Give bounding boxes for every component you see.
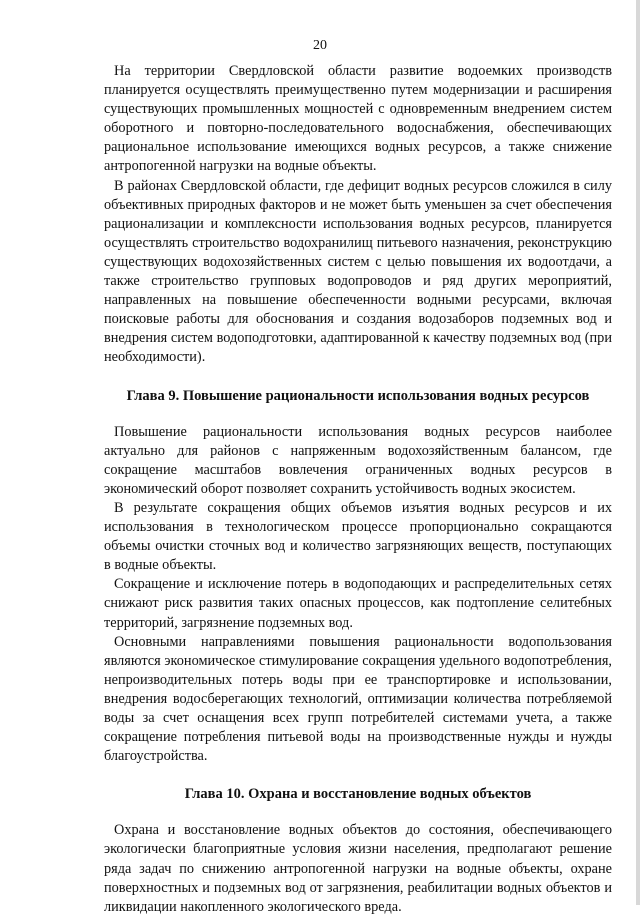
paragraph: Повышение рациональности использования водных ресурсов наиболее актуально для районов с напряженным водохозяйственным балансом, где сокращение масштабов вовлечения ограниченных водных ресурсов в экономический оборот позволяет сохранить устойчивость водных экосистем.	[104, 423, 612, 497]
paragraph: Охрана и восстановление водных объектов до состояния, обеспечивающего экологически благоприятные условия жизни населения, предполагают решение ряда задач по снижению антропогенной нагрузки на водные объекты, охране поверхностных и подземных вод от загрязнения, реабилитации водных объектов и ликвидации накопленного экологического вреда.	[104, 822, 612, 915]
spacer	[104, 766, 612, 785]
spacer	[104, 804, 612, 821]
paragraph: На территории Свердловской области развитие водоемких производств планируется осуществлять преимущественно путем модернизации и расширения существующих промышленных мощностей с одновременным внедрением систем оборотного и повторно-последовательного водоснабжения, обеспечивающих рациональное использование имеющихся водных ресурсов, а также снижение антропогенной нагрузки на водные объекты.	[104, 63, 612, 175]
scan-edge	[636, 0, 640, 905]
chapter-heading: Глава 9. Повышение рациональности использования водных ресурсов	[126, 387, 590, 404]
chapter-heading: Глава 10. Охрана и восстановление водных объектов	[184, 786, 532, 803]
document-body	[104, 62, 612, 917]
paragraph: В результате сокращения общих объемов изъятия водных ресурсов и их использования в технологическом процессе пропорционально сокращаются объемы очистки сточных вод и количество загрязняющих веществ, поступающих в водные объекты.	[104, 499, 612, 574]
page-number: 20	[313, 38, 327, 53]
paragraph: Основными направлениями повышения рациональности водопользования являются экономическое стимулирование сокращения удельного водопотребления, непроизводительных потерь воды при ее транспортировке и использовании, внедрения водосберегающих технологий, оптимизации количества потребляемой воды за счет оснащения всех групп потребителей системами учета, а также сокращение потребления питьевой воды на производственные нужды и нужды благоустройства.	[104, 633, 612, 765]
paragraph: Сокращение и исключение потерь в водоподающих и распределительных сетях снижают риск развития таких опасных процессов, как подтопление селитебных территорий, загрязнение подземных вод.	[104, 576, 612, 631]
spacer	[104, 406, 612, 423]
paragraph: В районах Свердловской области, где дефицит водных ресурсов сложился в силу объективных природных факторов и не может быть уменьшен за счет обеспечения рационализации и комплексности использования водных ресурсов, планируется осуществлять строительство водохранилищ питьевого назначения, реконструкцию существующих водохозяйственных систем с целью повышения их водоотдачи, а также строительство групповых водопроводов и ряд других мероприятий, направленных на повышение обеспеченности водными ресурсами, включая поисковые работы для обоснования и создания водозаборов подземных вод и внедрения систем водоподготовки, адаптированной к качеству подземных вод (при необходимости).	[104, 177, 612, 366]
spacer	[104, 368, 612, 387]
